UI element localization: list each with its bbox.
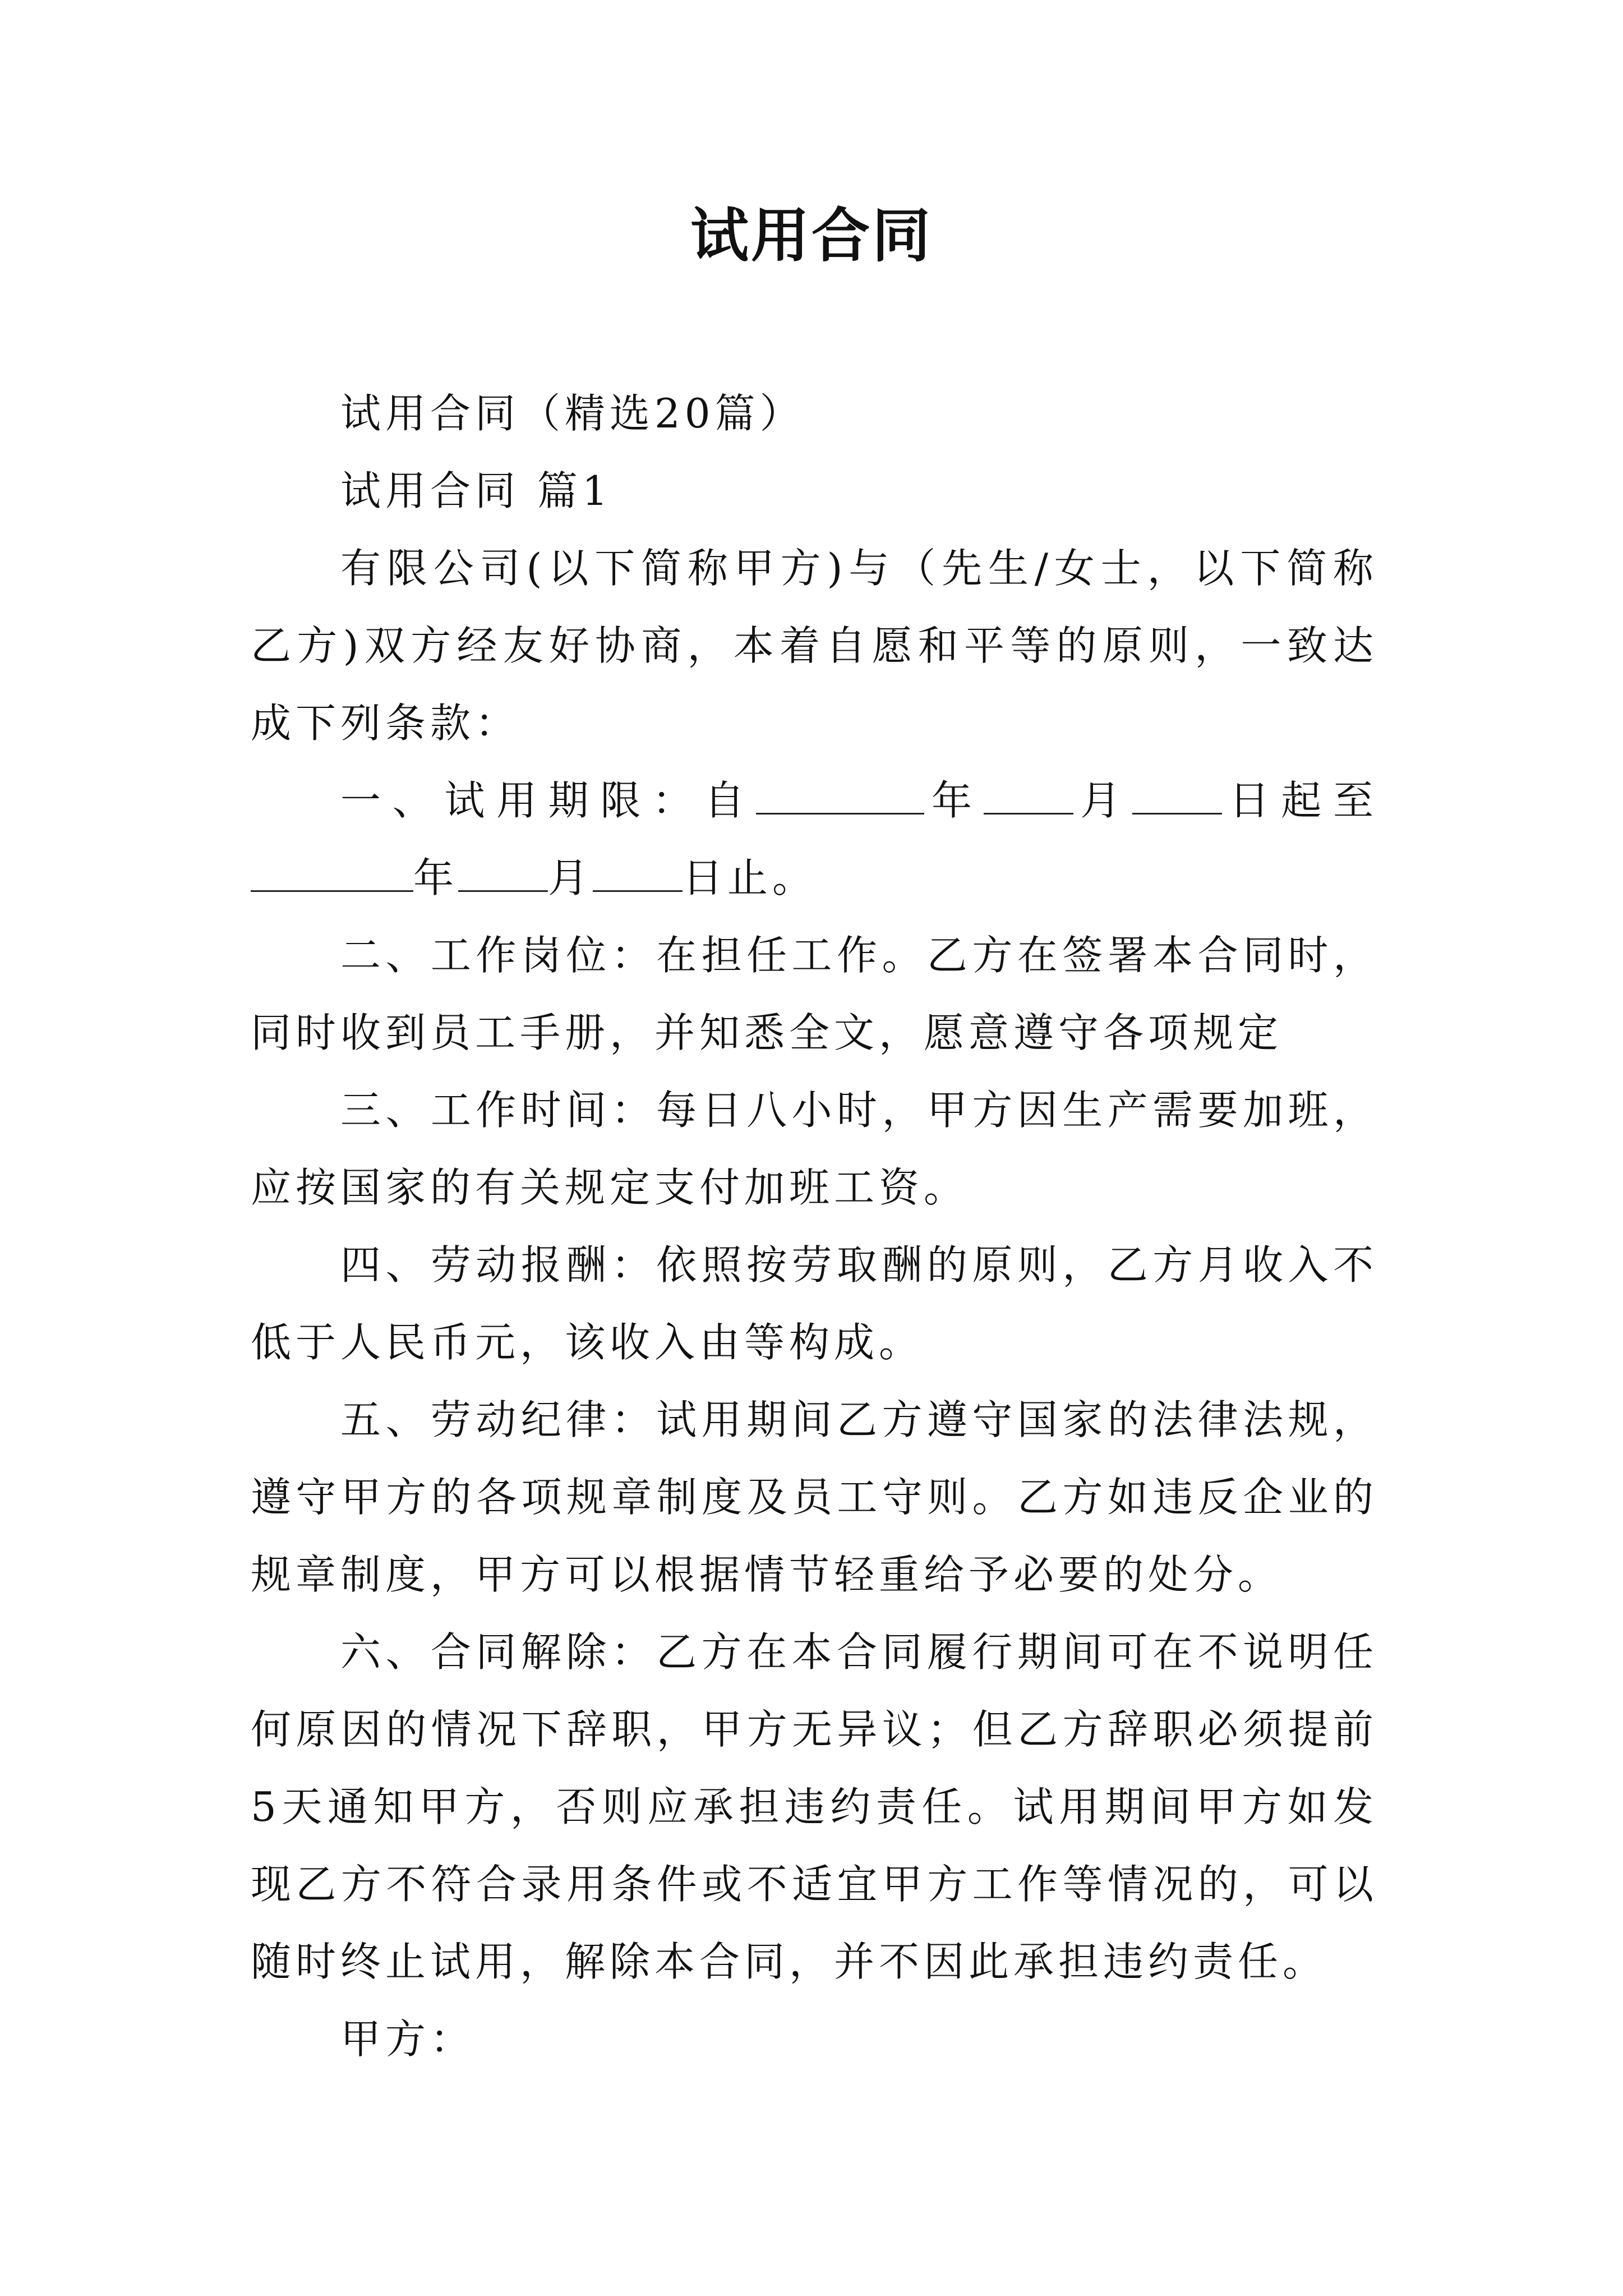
- blank-start-month: [984, 780, 1073, 815]
- party-a-label: 甲方：: [340, 2016, 476, 2063]
- document-subtitle: 试用合同（精选20篇）: [340, 390, 805, 437]
- section-heading: 试用合同 篇1: [340, 467, 612, 514]
- clause1-year2: 年: [413, 854, 459, 901]
- clause-working-hours: 三、工作时间：每日八小时，甲方因生产需要加班，应按国家的有关规定支付加班工资。: [251, 1087, 1378, 1211]
- clause-discipline: 五、劳动纪律：试用期间乙方遵守国家的法律法规，遵守甲方的各项规章制度及员工守则。乙方如违反企业的规章制度，甲方可以根据情节轻重给予必要的处分。: [251, 1396, 1378, 1598]
- clause1-end: 日止。: [683, 854, 818, 901]
- blank-end-day: [593, 858, 683, 892]
- clause1-month2: 月: [548, 854, 593, 901]
- document-body: [251, 375, 1378, 2078]
- clause1-year: 年: [924, 777, 984, 824]
- blank-start-year: [756, 780, 924, 815]
- clause1-month: 月: [1073, 777, 1132, 824]
- clause-remuneration: 四、劳动报酬：依照按劳取酬的原则，乙方月收入不低于人民币元，该收入由等构成。: [251, 1241, 1378, 1366]
- clause-termination: 六、合同解除：乙方在本合同履行期间可在不说明任何原因的情况下辞职，甲方无异议；但乙方辞职必须提前5天通知甲方，否则应承担违约责任。试用期间甲方如发现乙方不符合录用条件或不适宜甲方工作等情况的，可以随时终止试用，解除本合同，并不因此承担违约责任。: [251, 1628, 1378, 1985]
- intro-paragraph: 有限公司(以下简称甲方)与（先生/女士，以下简称乙方)双方经友好协商，本着自愿和平等的原则，一致达成下列条款：: [251, 545, 1378, 747]
- clause-probation-period: [251, 762, 1378, 917]
- clause1-day-to: 日起至: [1221, 777, 1378, 824]
- document-title: 试用合同: [690, 201, 933, 270]
- blank-start-day: [1132, 780, 1222, 815]
- blank-end-month: [458, 858, 548, 892]
- clause1-prefix: 一、试用期限：自: [340, 777, 757, 824]
- clause-job-position: 二、工作岗位：在担任工作。乙方在签署本合同时，同时收到员工手册，并知悉全文，愿意遵守各项规定: [251, 932, 1378, 1056]
- blank-end-year: [251, 858, 413, 892]
